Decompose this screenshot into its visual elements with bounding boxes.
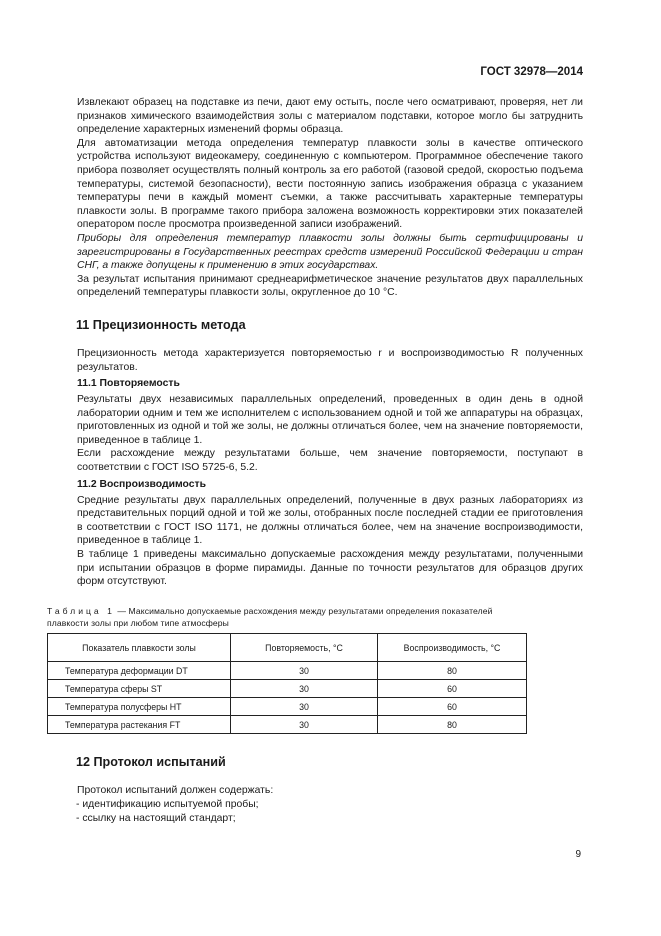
page-content	[47, 96, 583, 825]
table-caption-label: Таблица 1	[47, 605, 115, 616]
table-row	[48, 698, 527, 716]
section-11-title: 11 Прецизионность метода	[76, 317, 246, 332]
table-header-row	[48, 634, 527, 662]
table-header-cell: Показатель плавкости золы	[48, 634, 231, 662]
paragraph: Протокол испытаний должен содержать:	[77, 785, 274, 797]
paragraph: Прецизионность метода характеризуется повторяемостью r и воспроизводимостью R полученных результатов.	[77, 347, 583, 373]
table-cell: Температура полусферы HT	[48, 698, 231, 716]
table-cell: 30	[231, 698, 378, 716]
list-item: - ссылку на настоящий стандарт;	[76, 812, 236, 824]
page-number: 9	[575, 849, 581, 860]
paragraph: Средние результаты двух параллельных определений, полученные в двух разных лабораториях из представительных порций одной и той же золы, отобранных после последней стадии ее приготовления в соответствии с ГОСТ ISO 1171, не должны отличаться более, чем на значение воспроизводимости, приведенное в таблице 1.	[77, 494, 583, 547]
paragraph: Для автоматизации метода определения температур плавкости золы в качестве оптического устройства используют видеокамеру, соединенную с компьютером. Программное обеспечение такого прибора позволяет осуществлять полный контроль за его работой (газовой средой, скоростью подъема температуры, системой безопасности), вести постоянную запись изображения образца с указанием температуры печи в каждый момент съемки, а также рассчитывать характерные температуры плавкости золы. В программе такого прибора заложена возможность корректировки этих показателей оператором после просмотра произведенной записи изображений.	[77, 137, 583, 231]
paragraph: Если расхождение между результатами больше, чем значение повторяемости, поступают в соответствии с ГОСТ ISO 5725-6, 5.2.	[77, 448, 583, 474]
table-cell: 30	[231, 662, 378, 680]
table-cell: Температура деформации DT	[48, 662, 231, 680]
standard-header: ГОСТ 32978—2014	[480, 66, 583, 78]
table-cell: 80	[378, 662, 527, 680]
paragraph: За результат испытания принимают среднеарифметическое значение результатов двух параллельных определений температуры плавкости золы, округленное до 10 °C.	[77, 273, 583, 299]
table-cell: 30	[231, 680, 378, 698]
paragraph: В таблице 1 приведены максимально допускаемые расхождения между результатами, полученными при испытании образцов в форме пирамиды. Данные по точности результатов для образцов других форм отсутствуют.	[77, 549, 583, 588]
table-header-cell: Повторяемость, °C	[231, 634, 378, 662]
list-item: - идентификацию испытуемой пробы;	[76, 799, 259, 810]
table-caption	[47, 606, 527, 630]
table-row	[48, 662, 527, 680]
table-cell: 30	[231, 716, 378, 734]
paragraph: Извлекают образец на подставке из печи, дают ему остыть, после чего осматривают, проверяя, нет ли признаков химического взаимодействия золы с материалом подставки, которое могло бы затруднить определение характерных изменений формы образца.	[77, 97, 583, 136]
subsection-11-1-title: 11.1 Повторяемость	[77, 378, 180, 390]
paragraph-italic: Приборы для определения температур плавкости золы должны быть сертифицированы и зарегистрированы в Государственных реестрах средств измерений Российской Федерации и стран СНГ, а также допущены к применению в этих государствах.	[77, 232, 583, 272]
section-12-title: 12 Протокол испытаний	[76, 755, 226, 770]
table-cell: 80	[378, 716, 527, 734]
precision-table	[47, 633, 527, 734]
table-cell: 60	[378, 680, 527, 698]
subsection-11-2-title: 11.2 Воспроизводимость	[77, 478, 207, 490]
paragraph: Результаты двух независимых параллельных определений, проведенных в один день в одной лаборатории одним и тем же исполнителем с использованием одной и той же аппаратуры на образцах, приготовленных из одной и той же золы, не должны отличаться более, чем на значение повторяемости, приведенное в таблице 1.	[77, 394, 583, 446]
table-caption-text: — Максимально допускаемые расхождения между результатами определения показателей плавкости золы при любом типе атмосферы	[47, 605, 493, 628]
table-cell: Температура растекания FT	[48, 716, 231, 734]
table-row	[48, 680, 527, 698]
table-cell: Температура сферы ST	[48, 680, 231, 698]
table-cell: 60	[378, 698, 527, 716]
table-row	[48, 716, 527, 734]
table-header-cell: Воспроизводимость, °C	[378, 634, 527, 662]
